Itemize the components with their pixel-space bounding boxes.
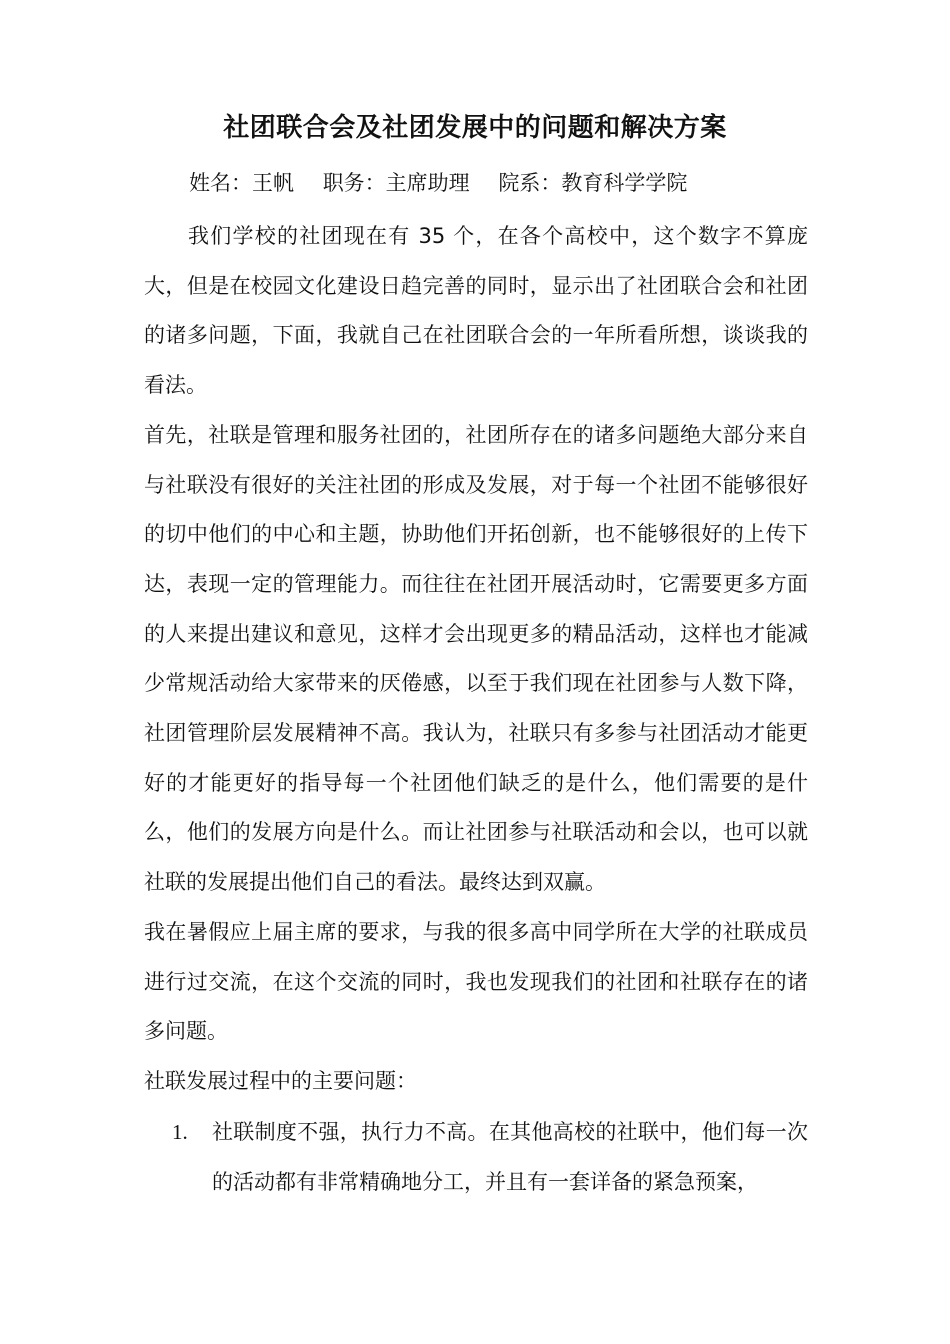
author-meta-line (189, 163, 709, 203)
list-item-text: 社联制度不强，执行力不高。在其他高校的社联中，他们每一次的活动都有非常精确地分工，并且有一套详备的紧急预案， (212, 1120, 808, 1194)
list-item-number: 1. (172, 1120, 188, 1144)
paragraph-intro: 我们学校的社团现在有 35 个，在各个高校中，这个数字不算庞大，但是在校园文化建设日趋完善的同时，显示出了社团联合会和社团的诸多问题，下面，我就自己在社团联合会的一年所看所想，谈谈我的看法。 (144, 224, 808, 398)
paragraph-exchange: 我在暑假应上届主席的要求，与我的很多高中同学所在大学的社联成员进行过交流，在这个交流的同时，我也发现我们的社团和社联存在的诸多问题。 (144, 919, 808, 1044)
document-title: 社团联合会及社团发展中的问题和解决方案 (223, 113, 727, 143)
document-body (144, 212, 808, 1107)
paragraph-first-point: 首先，社联是管理和服务社团的，社团所存在的诸多问题绝大部分来自与社联没有很好的关注社团的形成及发展，对于每一个社团不能够很好的切中他们的中心和主题，协助他们开拓创新，也不能够很好的上传下达，表现一定的管理能力。而往往在社团开展活动时，它需要更多方面的人来提出建议和意见，这样才会出现更多的精品活动，这样也才能减少常规活动给大家带来的厌倦感，以至于我们现在社团参与人数下降，社团管理阶层发展精神不高。我认为，社联只有多参与社团活动才能更好的才能更好的指导每一个社团他们缺乏的是什么，他们需要的是什么，他们的发展方向是什么。而让社团参与社联活动和会以，也可以就社联的发展提出他们自己的看法。最终达到双赢。 (144, 422, 808, 895)
paragraph-problem-heading: 社联发展过程中的主要问题： (144, 1068, 417, 1093)
author-name: 姓名：王帆 (189, 171, 294, 195)
author-department: 院系：教育科学学院 (498, 171, 688, 195)
list-item (144, 1108, 808, 1207)
author-position: 职务：主席助理 (322, 171, 470, 195)
problem-list (144, 1108, 808, 1207)
